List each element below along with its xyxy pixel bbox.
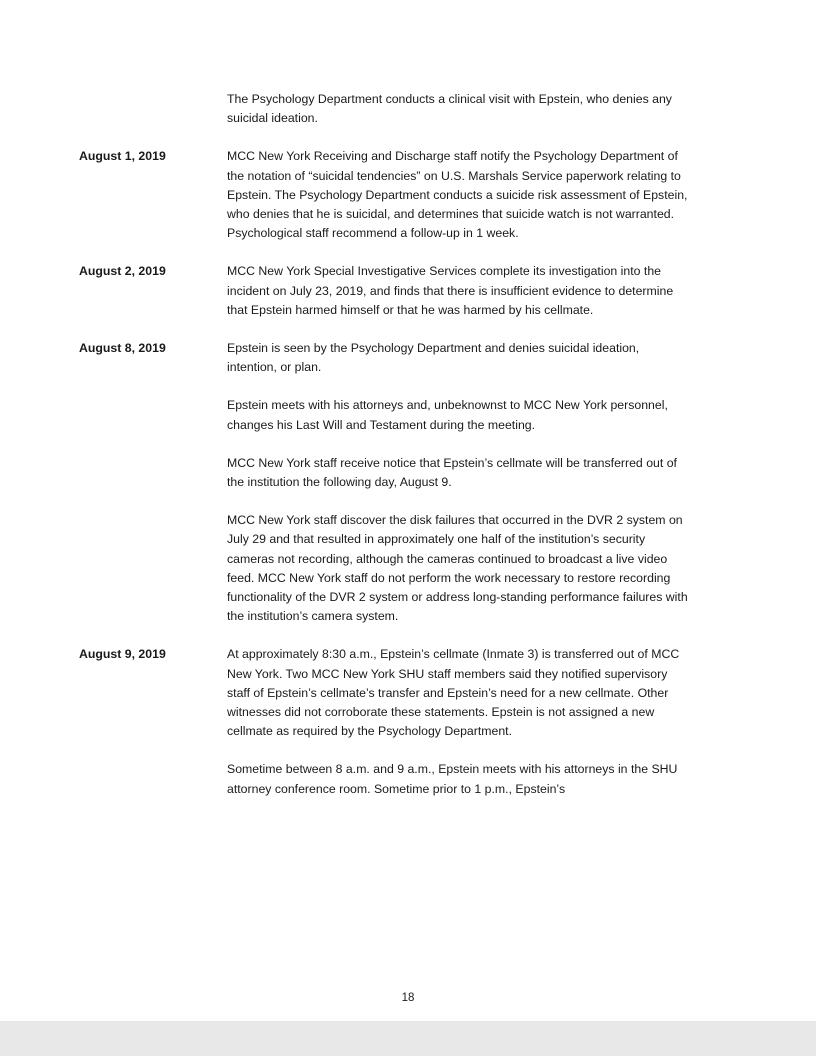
entry-date: August 1, 2019 [79,149,166,164]
timeline-entry [79,645,689,798]
entry-body [227,262,689,320]
timeline-entry [79,147,689,243]
page-background-strip [0,1021,816,1056]
entry-date: August 9, 2019 [79,647,166,662]
entry-paragraph: Epstein is seen by the Psychology Department and denies suicidal ideation, intention, or plan. [227,341,640,375]
timeline-entry [79,90,689,128]
entry-paragraph: Epstein meets with his attorneys and, unbeknownst to MCC New York personnel, changes his Last Will and Testament during the meeting. [227,398,668,432]
entry-date: August 2, 2019 [79,264,166,279]
entry-body [227,339,689,626]
timeline-entry [79,262,689,320]
entry-date: August 8, 2019 [79,341,166,356]
timeline-entry [79,339,689,626]
page-number: 18 [401,992,415,1004]
entry-paragraph: MCC New York staff receive notice that Epstein’s cellmate will be transferred out of the institution the following day, August 9. [227,455,677,490]
entry-paragraph: MCC New York Special Investigative Services complete its investigation into the incident on July 23, 2019, and finds that there is insufficient evidence to determine that Epstein harmed himself or that he was harmed by his cellmate. [227,264,674,317]
timeline-entries [79,90,689,818]
entry-paragraph: At approximately 8:30 a.m., Epstein’s cellmate (Inmate 3) is transferred out of MCC New York. Two MCC New York SHU staff members said they notified supervisory staff of Epstein’s cellmate’s transfer and Epstein’s need for a new cellmate. Other witnesses did not corroborate these statements. Epstein is not assigned a new cellmate as required by the Psychology Department. [227,647,680,739]
entry-paragraph: Sometime between 8 a.m. and 9 a.m., Epstein meets with his attorneys in the SHU attorney conference room. Sometime prior to 1 p.m., Epstein’s [227,762,678,796]
entry-body [227,147,689,243]
entry-paragraph: MCC New York staff discover the disk failures that occurred in the DVR 2 system on July 29 and that resulted in approximately one half of the institution’s security cameras not recording, although the cameras continued to broadcast a live video feed. MCC New York staff do not perform the work necessary to restore recording functionality of the DVR 2 system or address long-standing performance failures with the institution’s camera system. [227,513,688,624]
entry-body [227,90,689,128]
entry-paragraph: The Psychology Department conducts a clinical visit with Epstein, who denies any suicidal ideation. [227,92,672,126]
entry-paragraph: MCC New York Receiving and Discharge staff notify the Psychology Department of the notation of “suicidal tendencies” on U.S. Marshals Service paperwork relating to Epstein. The Psychology Department conducts a suicide risk assessment of Epstein, who denies that he is suicidal, and determines that suicide watch is not warranted. Psychological staff recommend a follow-up in 1 week. [227,149,688,241]
entry-body [227,645,689,798]
